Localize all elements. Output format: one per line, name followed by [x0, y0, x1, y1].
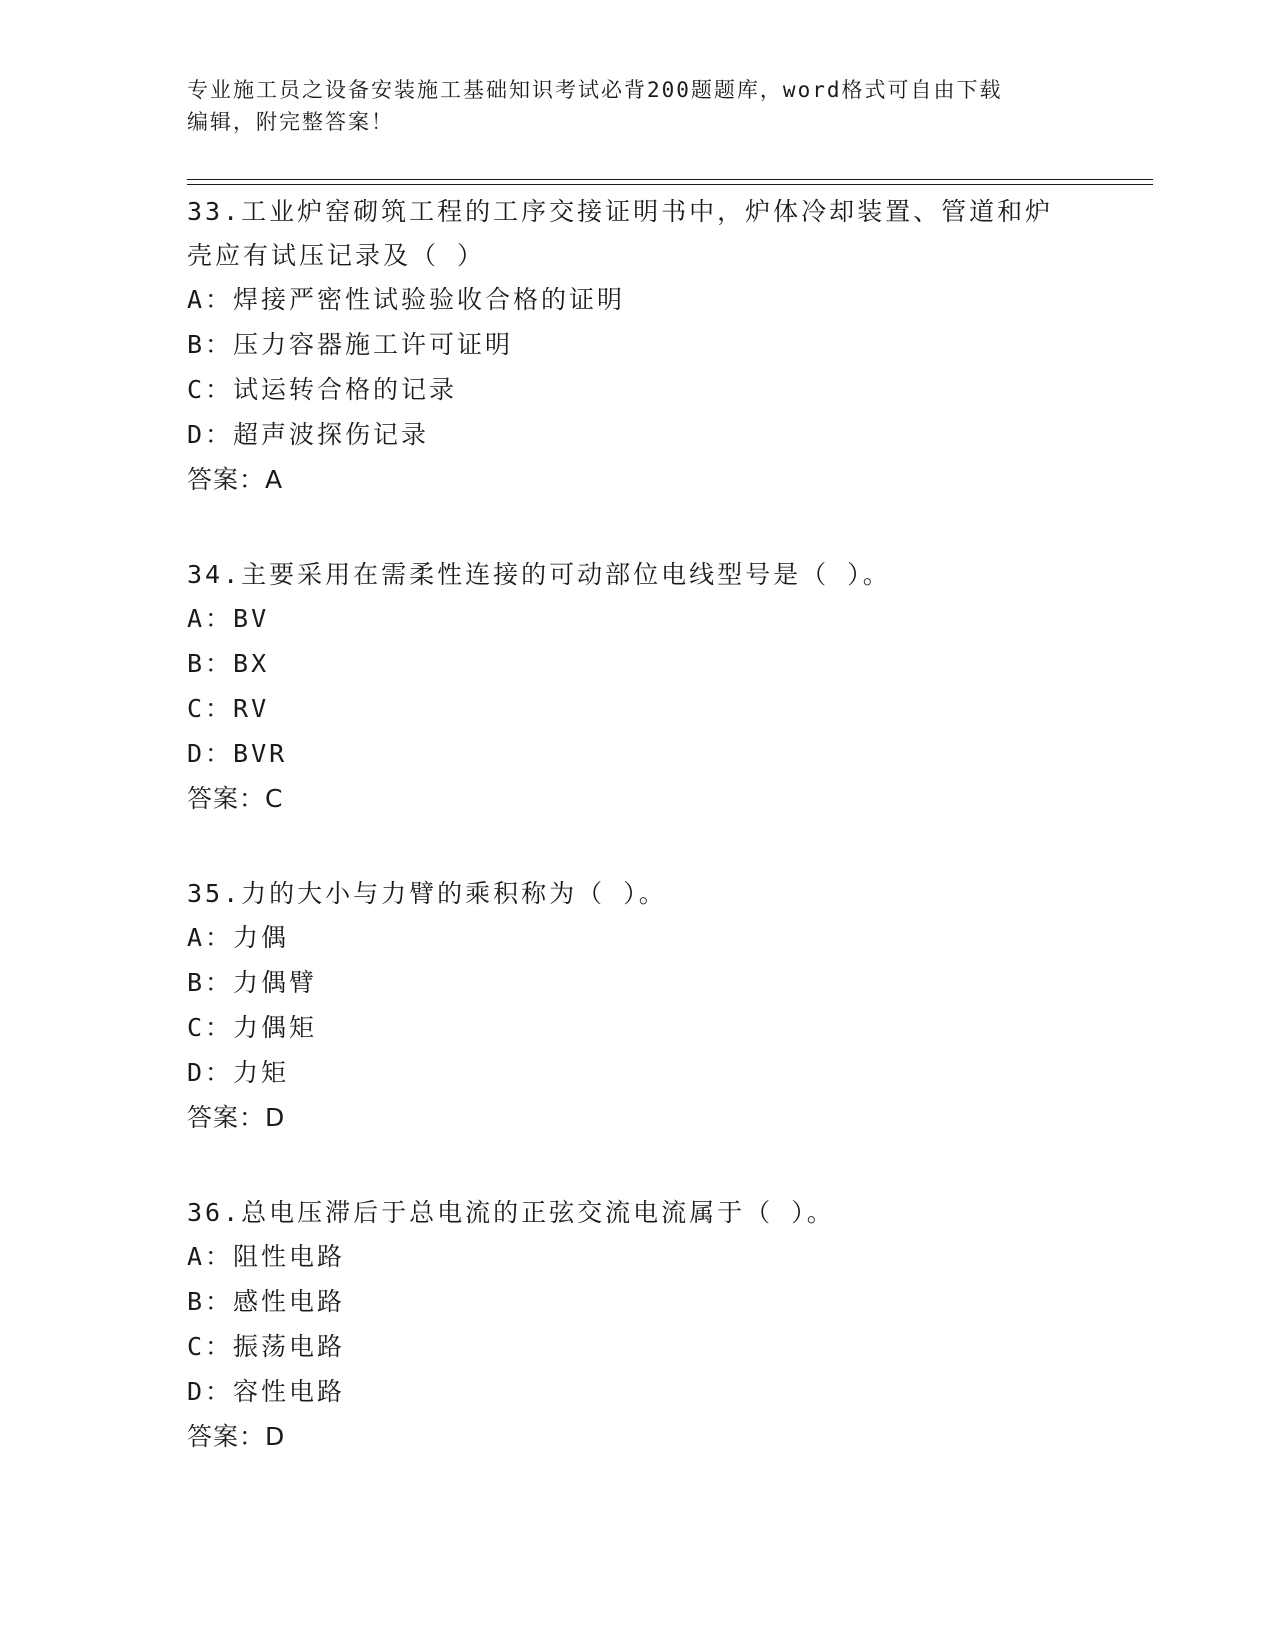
question-stem: 36.总电压滞后于总电流的正弦交流电流属于（ ）。 [187, 1198, 835, 1227]
option-d: D：超声波探伤记录 [187, 420, 430, 449]
header-divider-bottom [187, 184, 1153, 185]
question-35 [187, 872, 1087, 1140]
option-a: A：力偶 [187, 923, 290, 952]
option-c: C：振荡电路 [187, 1332, 346, 1361]
option-b: B：BX [187, 649, 270, 678]
header-line-2: 编辑，附完整答案！ [187, 110, 394, 134]
answer: 答案：D [187, 1422, 286, 1451]
option-b: B：压力容器施工许可证明 [187, 330, 514, 359]
answer: 答案：A [187, 465, 284, 494]
answer: 答案：D [187, 1103, 286, 1132]
question-stem: 34.主要采用在需柔性连接的可动部位电线型号是（ ）。 [187, 560, 891, 589]
option-c: C：试运转合格的记录 [187, 375, 458, 404]
header-line-1: 专业施工员之设备安装施工基础知识考试必背200题题库，word格式可自由下载 [187, 78, 1003, 102]
option-a: A：BV [187, 604, 270, 633]
question-33 [187, 190, 1087, 502]
question-stem: 35.力的大小与力臂的乘积称为（ ）。 [187, 879, 667, 908]
header-divider-top [187, 179, 1153, 180]
option-d: D：BVR [187, 739, 288, 768]
question-stem-continued: 壳应有试压记录及（ ） [187, 241, 486, 270]
question-34 [187, 553, 1087, 821]
option-b: B：力偶臂 [187, 968, 318, 997]
document-header [187, 74, 1087, 138]
option-a: A：阻性电路 [187, 1242, 346, 1271]
option-c: C：RV [187, 694, 270, 723]
question-stem: 33.工业炉窑砌筑工程的工序交接证明书中，炉体冷却装置、管道和炉 [187, 197, 1054, 226]
option-b: B：感性电路 [187, 1287, 346, 1316]
option-d: D：容性电路 [187, 1377, 346, 1406]
option-a: A：焊接严密性试验验收合格的证明 [187, 285, 626, 314]
answer: 答案：C [187, 784, 284, 813]
option-d: D：力矩 [187, 1058, 290, 1087]
option-c: C：力偶矩 [187, 1013, 318, 1042]
question-36 [187, 1191, 1087, 1459]
